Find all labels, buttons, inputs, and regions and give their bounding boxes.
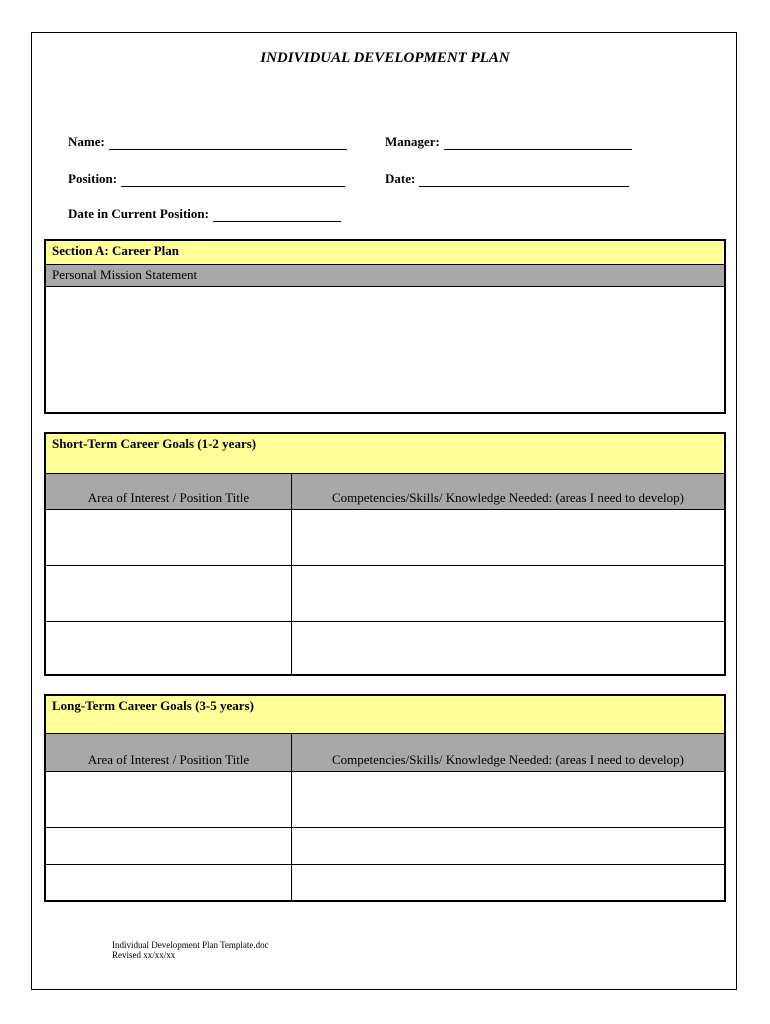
document-title: INDIVIDUAL DEVELOPMENT PLAN bbox=[260, 50, 510, 66]
table-cell[interactable] bbox=[292, 828, 724, 865]
footer-revised: Revised xx/xx/xx bbox=[112, 950, 176, 960]
table-cell[interactable] bbox=[292, 510, 724, 566]
table-cell[interactable] bbox=[46, 772, 292, 828]
long-term-col1-header: Area of Interest / Position Title bbox=[46, 734, 292, 772]
table-cell[interactable] bbox=[46, 865, 292, 900]
short-term-table bbox=[46, 474, 724, 674]
long-term-box bbox=[44, 694, 726, 902]
table-cell[interactable] bbox=[46, 622, 292, 674]
section-a-heading: Section A: Career Plan bbox=[46, 241, 724, 265]
name-line[interactable] bbox=[109, 138, 347, 150]
mission-statement-label: Personal Mission Statement bbox=[46, 265, 724, 287]
section-a-box bbox=[44, 239, 726, 414]
long-term-col2-header: Competencies/Skills/ Knowledge Needed: (areas I need to develop) bbox=[292, 734, 724, 772]
table-cell[interactable] bbox=[292, 772, 724, 828]
long-term-table bbox=[46, 734, 724, 900]
table-cell[interactable] bbox=[46, 510, 292, 566]
date-field[interactable] bbox=[385, 171, 629, 187]
table-cell[interactable] bbox=[46, 828, 292, 865]
manager-line[interactable] bbox=[444, 138, 632, 150]
table-cell[interactable] bbox=[292, 622, 724, 674]
footer bbox=[112, 940, 269, 960]
table-cell[interactable] bbox=[292, 865, 724, 900]
date-in-position-label: Date in Current Position: bbox=[68, 206, 209, 221]
date-line[interactable] bbox=[419, 175, 629, 187]
footer-filename: Individual Development Plan Template.doc bbox=[112, 940, 269, 950]
short-term-box bbox=[44, 432, 726, 676]
position-label: Position: bbox=[68, 171, 118, 186]
date-in-position-field[interactable] bbox=[68, 206, 341, 222]
name-label: Name: bbox=[68, 134, 105, 149]
table-cell[interactable] bbox=[46, 566, 292, 622]
short-term-heading: Short-Term Career Goals (1-2 years) bbox=[46, 434, 724, 474]
mission-statement-area[interactable] bbox=[46, 287, 724, 412]
date-label: Date: bbox=[385, 171, 416, 186]
position-line[interactable] bbox=[121, 175, 345, 187]
manager-field[interactable] bbox=[385, 134, 632, 150]
table-cell[interactable] bbox=[292, 566, 724, 622]
date-in-position-line[interactable] bbox=[213, 210, 341, 222]
short-term-col1-header: Area of Interest / Position Title bbox=[46, 474, 292, 510]
position-field[interactable] bbox=[68, 171, 345, 187]
long-term-heading: Long-Term Career Goals (3-5 years) bbox=[46, 696, 724, 734]
short-term-col2-header: Competencies/Skills/ Knowledge Needed: (areas I need to develop) bbox=[292, 474, 724, 510]
manager-label: Manager: bbox=[385, 134, 440, 149]
name-field[interactable] bbox=[68, 134, 347, 150]
